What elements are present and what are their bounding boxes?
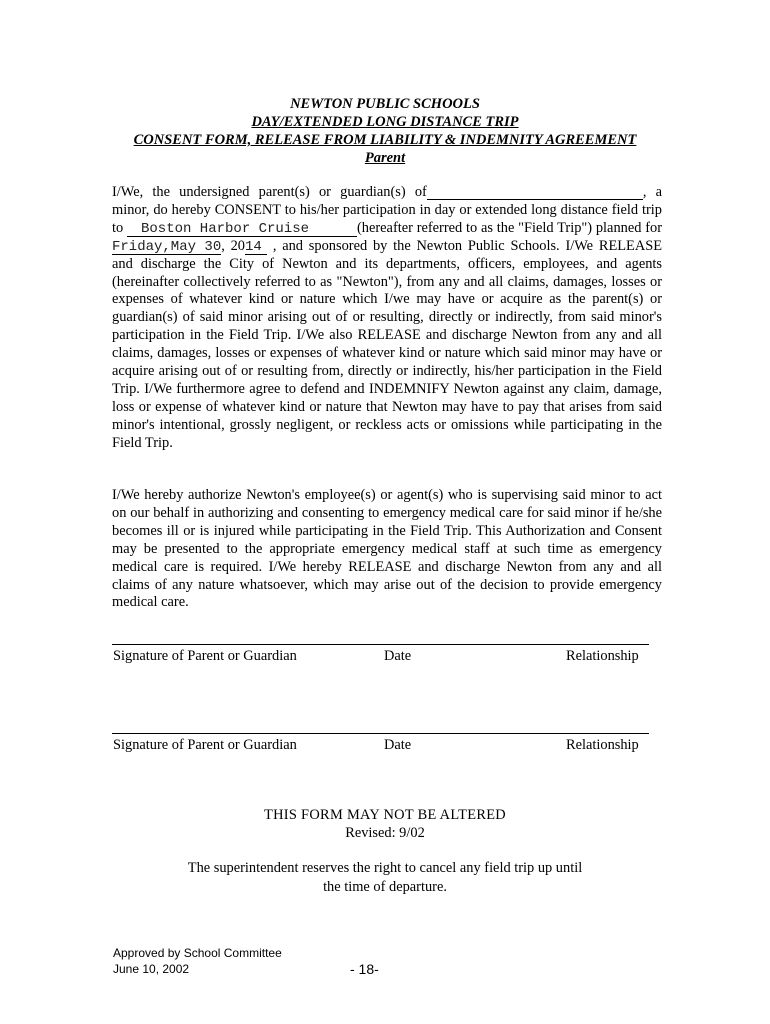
signature-label-2: Signature of Parent or Guardian bbox=[113, 737, 297, 753]
form-title bbox=[0, 131, 770, 149]
destination-field[interactable] bbox=[127, 221, 357, 237]
form-audience bbox=[0, 149, 770, 167]
consent-text-4: , 20 bbox=[221, 237, 246, 254]
date-label-2: Date bbox=[384, 737, 412, 753]
superintendent-notice: The superintendent reserves the right to cancel any field trip up until the time of departure. bbox=[187, 860, 583, 895]
approval-note: Approved by School Committee bbox=[113, 946, 282, 960]
consent-text-1: I/We, the undersigned parent(s) or guardian(s) of bbox=[112, 184, 427, 200]
signature-line-2[interactable] bbox=[112, 733, 649, 734]
approval-date: June 10, 2002 bbox=[113, 962, 190, 976]
trip-year-field[interactable] bbox=[245, 239, 267, 255]
minor-name-field[interactable] bbox=[427, 185, 643, 200]
trip-date-value: Friday,May 30 bbox=[112, 238, 222, 255]
form-title-text: CONSENT FORM, RELEASE FROM LIABILITY & INDEMNITY AGREEMENT bbox=[133, 132, 637, 148]
school-name: NEWTON PUBLIC SCHOOLS bbox=[290, 96, 480, 112]
consent-text-2: , a minor, do hereby CONSENT to his/her participation in day or extended long distance field trip to bbox=[112, 184, 662, 236]
consent-text-3: (hereafter referred to as the "Field Trip") planned for bbox=[357, 219, 662, 236]
date-label-1: Date bbox=[384, 648, 412, 664]
consent-text-5: , and sponsored by the Newton Public Schools. I/We RELEASE and discharge the City of Newton and its departments, officers, employees, and agents (hereinafter collectively referred to as "Newton"), from any and all claims, damages, losses or expenses of whatever kind or nature which I/we may have or acquire as the parent(s) or guardian(s) of said minor arising out of or resulting, directly or indirectly, from said minor's participation in the Field Trip. I/We also RELEASE and discharge Newton from any and all claims, damages, losses or expenses of whatever kind or nature which said minor may have or acquire arising out of or resulting from, directly or indirectly, his/her participation in the Field Trip. I/We furthermore agree to defend and INDEMNIFY Newton against any claim, damage, loss or expense of whatever kind or nature that Newton may have to pay that arises from said minor's intentional, grossly negligent, or reckless acts or omissions while participating in the Field Trip. bbox=[112, 237, 662, 451]
medical-authorization-paragraph: I/We hereby authorize Newton's employee(s) or agent(s) who is supervising said minor to act on our behalf in authorizing and consenting to emergency medical care for said minor if he/she becomes ill or is injured while participating in the Field Trip. This Authorization and Consent may be presented to the appropriate emergency medical staff at such time as emergency medical care is required. I/We hereby RELEASE and discharge Newton from any and all claims of any nature whatsoever, which may arise out of the decision to provide emergency medical care. bbox=[112, 487, 662, 611]
signature-label-1: Signature of Parent or Guardian bbox=[113, 648, 297, 664]
trip-type-text: DAY/EXTENDED LONG DISTANCE TRIP bbox=[251, 114, 519, 130]
trip-type-title bbox=[0, 113, 770, 131]
relationship-label-2: Relationship bbox=[566, 737, 639, 753]
destination-value: Boston Harbor Cruise bbox=[141, 220, 310, 237]
page-number: - 18- bbox=[350, 961, 379, 977]
consent-paragraph bbox=[112, 184, 662, 453]
form-audience-text: Parent bbox=[364, 150, 406, 166]
relationship-label-1: Relationship bbox=[566, 648, 639, 664]
trip-year-value: 14 bbox=[245, 238, 262, 255]
revision-date: Revised: 9/02 bbox=[345, 825, 425, 841]
not-altered-notice: THIS FORM MAY NOT BE ALTERED bbox=[263, 807, 506, 823]
trip-date-field[interactable] bbox=[112, 239, 221, 255]
signature-line-1[interactable] bbox=[112, 644, 649, 645]
